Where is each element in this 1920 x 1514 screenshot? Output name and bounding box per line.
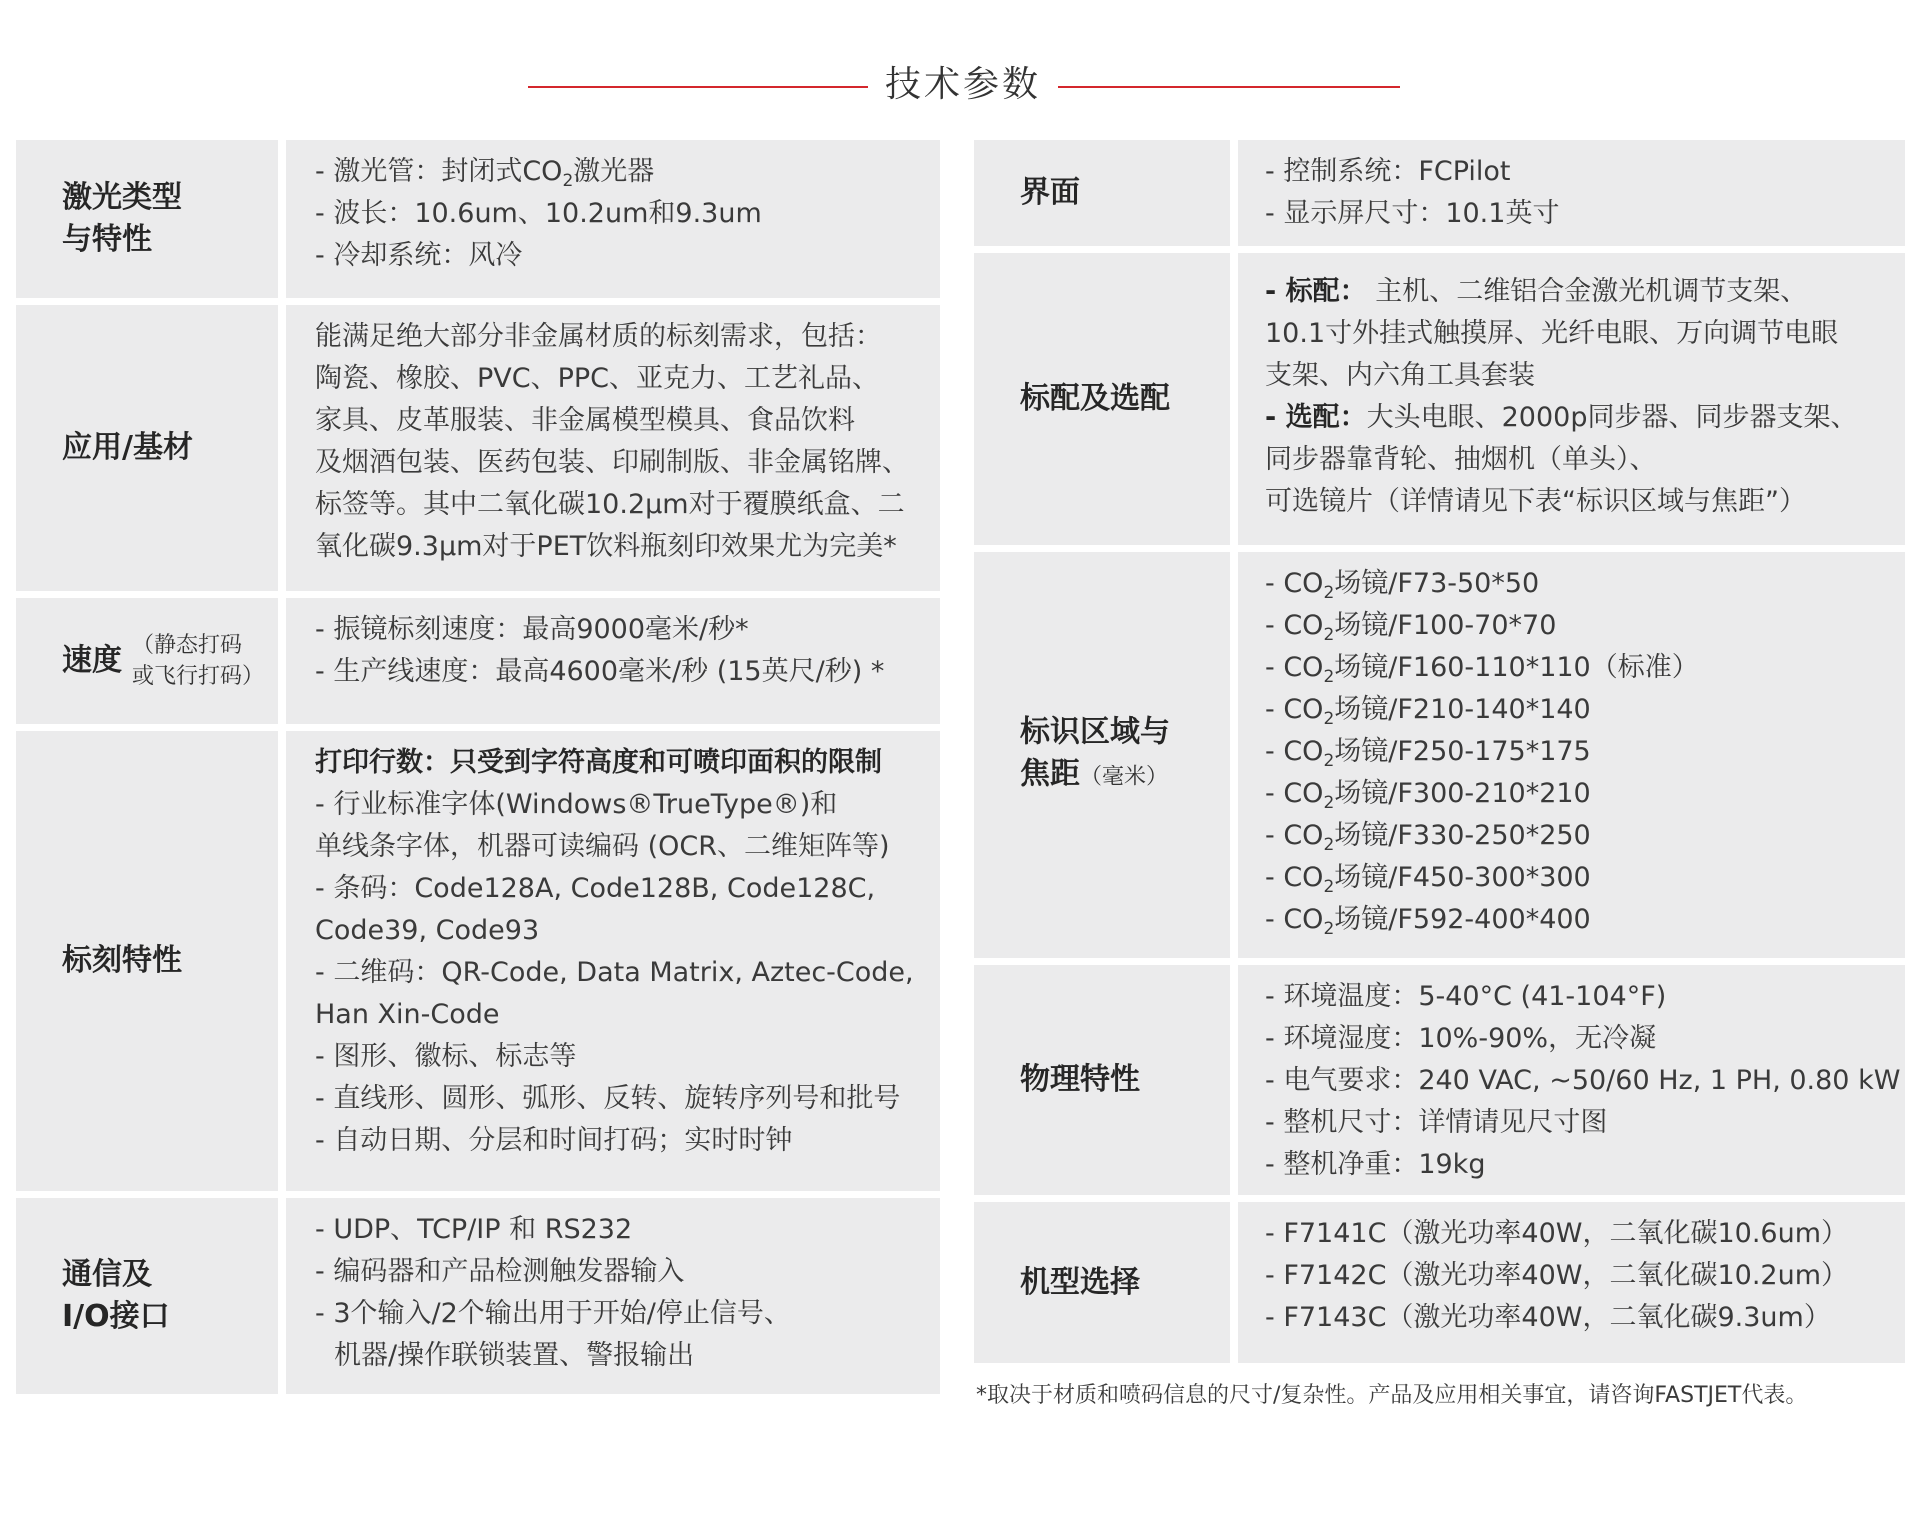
- spec-line: 机器/操作联锁装置、警报输出: [334, 1340, 695, 1371]
- spec-label: 通信及 I/O接口: [16, 1198, 278, 1394]
- spec-line: 单线条字体，机器可读编码 (OCR、二维矩阵等): [315, 831, 890, 862]
- spec-line: - 整机尺寸：详情请见尺寸图: [1265, 1107, 1608, 1138]
- spec-line: - 激光管：封闭式$CO_2$激光器: [315, 156, 655, 191]
- spec-line: - 行业标准字体(Windows®TrueType®)和: [315, 789, 838, 820]
- spec-row-laser-type: [16, 140, 940, 298]
- lens-item: - $CO_2$场镜/F210-140*140: [1265, 694, 1591, 729]
- spec-label: 速度 （静态打码 或飞行打码）: [16, 598, 278, 724]
- footnote: *取决于材质和喷码信息的尺寸/复杂性。产品及应用相关事宜，请咨询FASTJET代表。: [976, 1383, 1808, 1408]
- lens-item: - $CO_2$场镜/F330-250*250: [1265, 820, 1591, 855]
- spec-line: 能满足绝大部分非金属材质的标刻需求，包括：: [315, 321, 882, 352]
- spec-line: 标签等。其中二氧化碳10.2μm对于覆膜纸盒、二: [315, 489, 905, 520]
- title-divider-right: [1058, 86, 1400, 88]
- spec-value: [286, 140, 940, 298]
- spec-line: - 环境湿度：10%-90%，无冷凝: [1265, 1023, 1657, 1054]
- spec-line: 家具、皮革服装、非金属模型模具、食品饮料: [315, 405, 855, 436]
- spec-line: - F7143C（激光功率40W，二氧化碳9.3um）: [1265, 1302, 1831, 1333]
- spec-value: [1238, 253, 1905, 545]
- spec-line: - 波长：10.6um、10.2um和9.3um: [315, 198, 762, 229]
- section-header: [0, 60, 1920, 110]
- spec-label: 应用/基材: [16, 305, 278, 591]
- spec-line: - 环境温度：5-40°C (41-104°F): [1265, 981, 1667, 1012]
- spec-row-field-lens: [974, 552, 1905, 958]
- spec-value: [1238, 965, 1905, 1195]
- spec-label: 标识区域与 焦距（毫米）: [974, 552, 1230, 958]
- spec-row-physical: [974, 965, 1905, 1195]
- spec-line: - 标配： 主机、二维铝合金激光机调节支架、: [1265, 276, 1808, 307]
- spec-row-application: [16, 305, 940, 591]
- spec-line: - 整机净重：19kg: [1265, 1149, 1486, 1180]
- spec-line: - F7141C（激光功率40W，二氧化碳10.6um）: [1265, 1218, 1849, 1249]
- spec-label: 机型选择: [974, 1202, 1230, 1363]
- lens-list: [1265, 563, 1905, 941]
- title-divider-left: [528, 86, 868, 88]
- spec-line: - 生产线速度：最高4600毫米/秒 (15英尺/秒) *: [315, 656, 885, 687]
- spec-line: - 条码：Code128A, Code128B, Code128C,: [315, 873, 876, 904]
- spec-value: [286, 1198, 940, 1394]
- spec-value: [1238, 1202, 1905, 1363]
- spec-line: - 振镜标刻速度：最高9000毫米/秒*: [315, 614, 749, 645]
- spec-value: [286, 305, 940, 591]
- spec-line: - F7142C（激光功率40W，二氧化碳10.2um）: [1265, 1260, 1849, 1291]
- spec-line: - 显示屏尺寸：10.1英寸: [1265, 198, 1560, 229]
- spec-line: - 冷却系统：风冷: [315, 240, 523, 271]
- spec-value: [286, 731, 940, 1191]
- spec-label: 物理特性: [974, 965, 1230, 1195]
- spec-line: - 自动日期、分层和时间打码；实时时钟: [315, 1125, 793, 1156]
- lens-item: - $CO_2$场镜/F160-110*110（标准）: [1265, 652, 1699, 687]
- spec-line: - 编码器和产品检测触发器输入: [315, 1256, 685, 1287]
- spec-line: Han Xin-Code: [315, 999, 500, 1030]
- spec-row-interface: [974, 140, 1905, 246]
- lens-item: - $CO_2$场镜/F592-400*400: [1265, 904, 1591, 939]
- page-title: 技术参数: [884, 64, 1041, 105]
- lens-item: - $CO_2$场镜/F73-50*50: [1265, 568, 1540, 603]
- spec-table-right: [974, 140, 1905, 1370]
- spec-line: - 选配：大头电眼、2000p同步器、同步器支架、: [1265, 402, 1858, 433]
- spec-value: [286, 598, 940, 724]
- spec-line: - 直线形、圆形、弧形、反转、旋转序列号和批号: [315, 1083, 901, 1114]
- spec-line: 10.1寸外挂式触摸屏、光纤电眼、万向调节电眼: [1265, 318, 1839, 349]
- spec-row-config: [974, 253, 1905, 545]
- spec-label: 激光类型 与特性: [16, 140, 278, 298]
- spec-line: 氧化碳9.3μm对于PET饮料瓶刻印效果尤为完美*: [315, 531, 897, 562]
- spec-line: 陶瓷、橡胶、PVC、PPC、亚克力、工艺礼品、: [315, 363, 880, 394]
- spec-line: 支架、内六角工具套装: [1265, 360, 1535, 391]
- spec-line: - 二维码：QR-Code, Data Matrix, Aztec-Code,: [315, 957, 914, 988]
- spec-label: 标配及选配: [974, 253, 1230, 545]
- spec-line: - UDP、TCP/IP 和 RS232: [315, 1214, 633, 1245]
- spec-line: Code39, Code93: [315, 915, 540, 946]
- spec-row-speed: [16, 598, 940, 724]
- spec-row-io: [16, 1198, 940, 1394]
- lens-item: - $CO_2$场镜/F250-175*175: [1265, 736, 1591, 771]
- spec-value: [1238, 140, 1905, 246]
- spec-line: - 控制系统：FCPilot: [1265, 156, 1511, 187]
- lens-item: - $CO_2$场镜/F100-70*70: [1265, 610, 1557, 645]
- spec-label: 界面: [974, 140, 1230, 246]
- lens-item: - $CO_2$场镜/F300-210*210: [1265, 778, 1591, 813]
- spec-line: 打印行数：只受到字符高度和可喷印面积的限制: [315, 747, 882, 778]
- spec-value: [1238, 552, 1905, 958]
- lens-item: - $CO_2$场镜/F450-300*300: [1265, 862, 1591, 897]
- spec-line: 可选镜片（详情请见下表“标识区域与焦距”）: [1265, 486, 1806, 517]
- spec-row-models: [974, 1202, 1905, 1363]
- spec-line: 及烟酒包装、医药包装、印刷制版、非金属铭牌、: [315, 447, 909, 478]
- spec-line: - 3个输入/2个输出用于开始/停止信号、: [315, 1298, 791, 1329]
- spec-line: - 图形、徽标、标志等: [315, 1041, 577, 1072]
- spec-line: 同步器靠背轮、抽烟机（单头）、: [1265, 444, 1657, 475]
- spec-label: 标刻特性: [16, 731, 278, 1191]
- spec-row-marking: [16, 731, 940, 1191]
- spec-table-left: [16, 140, 940, 1401]
- spec-line: - 电气要求：240 VAC, ~50/60 Hz, 1 PH, 0.80 kW: [1265, 1065, 1901, 1096]
